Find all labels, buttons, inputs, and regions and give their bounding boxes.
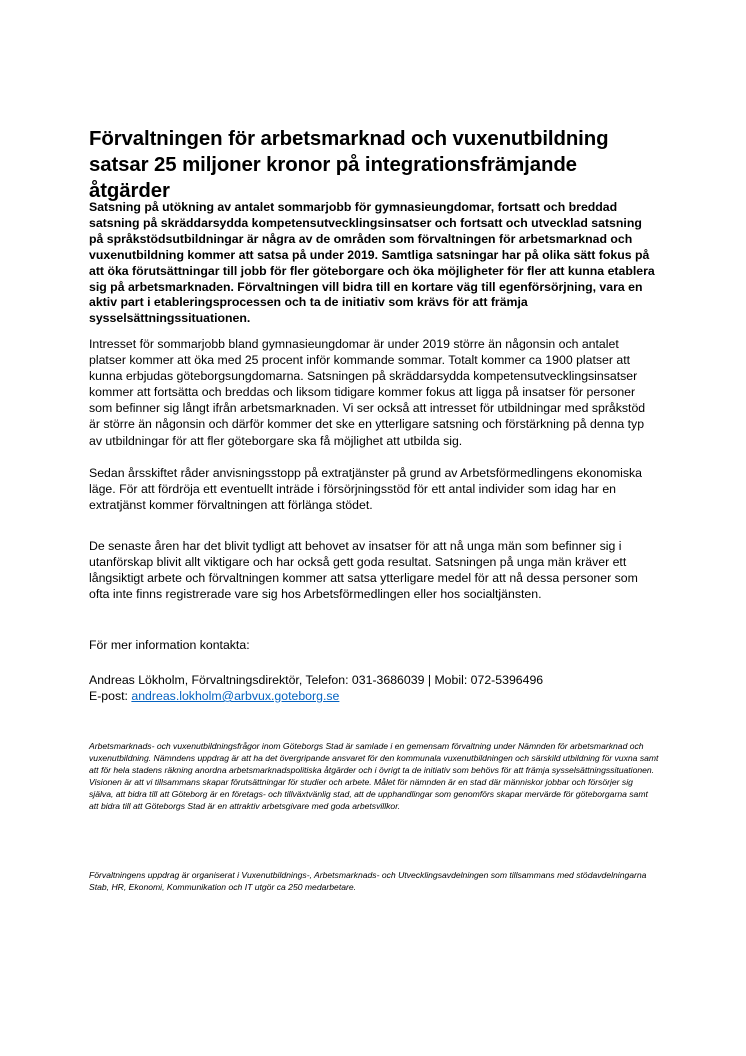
contact-details: Andreas Lökholm, Förvaltningsdirektör, Telefon: 031-3686039 | Mobil: 072-5396496: [89, 673, 544, 687]
email-label: E-post:: [89, 689, 132, 703]
footer-organisation-text: Förvaltningens uppdrag är organiserat i Vuxenutbildnings-, Arbetsmarknads- och Utvecklingsavdelningen som tillsammans med stödavdelningarna Stab, HR, Ekonomi, Kommunikation och IT utgör ca 250 medarbetare.: [89, 870, 647, 892]
email-link[interactable]: andreas.lokholm@arbvux.goteborg.se: [131, 689, 340, 703]
contact-intro: För mer information kontakta:: [89, 638, 250, 652]
body-paragraph-summer-jobs: Intresset för sommarjobb bland gymnasieungdomar är under 2019 större än någonsin och antalet platser kommer att öka med 25 procent inför kommande sommar. Totalt kommer ca 1900 platser att kunna erbjudas göteborgsungdomarna. Satsningen på skräddarsydda kompetensutvecklingsinsatser kommer att fortsätta och breddas och liksom tidigare kommer fokus att ligga på insatser för personer som befinner sig långt ifrån arbetsmarknaden. Vi ser också att intresset för utbildningar med språkstöd är större än någonsin och därför kommer det ske en ytterligare satsning och förstärkning på denna typ av utbildningar för att fler göteborgare ska få möjlighet att utbilda sig.: [89, 337, 646, 448]
body-paragraph-extra-jobs: Sedan årsskiftet råder anvisningsstopp på extratjänster på grund av Arbetsförmedlingens ekonomiska läge. För att fördröja ett eventuellt inträde i försörjningsstöd för ett antal individer som idag har en extratjänst kommer förvaltningen att förlänga stödet.: [89, 466, 642, 513]
body-paragraph-young-men: De senaste åren har det blivit tydligt att behovet av insatser för att nå unga män som befinner sig i utanförskap blivit allt viktigare och har också gett goda resultat. Satsningen på unga män kräver ett långsiktigt arbete och förvaltningen kommer att satsa ytterligare medel för att nå dessa personer som ofta inte finns registrerade vare sig hos Arbetsförmedlingen eller hos socialtjänsten.: [89, 539, 638, 602]
page-title: Förvaltningen för arbetsmarknad och vuxenutbildning satsar 25 miljoner kronor på integrationsfrämjande åtgärder: [89, 128, 609, 202]
lead-paragraph: Satsning på utökning av antalet sommarjobb för gymnasieungdomar, fortsatt och breddad satsning på skräddarsydda kompetensutvecklingsinsatser och fortsatt och utvecklad satsning på språkstödsutbildningar är några av de områden som förvaltningen för arbetsmarknad och vuxenutbildning kommer att satsa på under 2019. Samtliga satsningar har på olika sätt fokus på att öka förutsättningar till jobb för fler göteborgare och öka möjligheter för fler att kunna etablera sig på arbetsmarknaden. Förvaltningen vill bidra till en kortare väg till egenförsörjning, vara en aktiv part i etableringsprocessen och ta de initiativ som krävs för att främja sysselsättningssituationen.: [89, 200, 655, 326]
footer-about-text: Arbetsmarknads- och vuxenutbildningsfrågor inom Göteborgs Stad är samlade i en gemensam förvaltning under Nämnden för arbetsmarknad och vuxenutbildning. Nämndens uppdrag är att ha det övergripande ansvaret för den kommunala vuxenutbildningen och särskild utbildning för vuxna samt att för hela stadens räkning anordna arbetsmarknadspolitiska åtgärder och i övrigt ta de initiativ som behövs för att främja sysselsättningssituationen. Visionen är att vi tillsammans skapar förutsättningar för studier och arbete. Målet för nämnden är en stad där människor jobbar och försörjer sig själva, att bidra till att Göteborg är en företags- och tillväxtvänlig stad, att de upphandlingar som genomförs skapar mervärde för göteborgarna samt att bidra till att Göteborgs Stad är en attraktiv arbetsgivare med goda arbetsvillkor.: [89, 741, 659, 811]
contact-email-line: [89, 688, 659, 704]
